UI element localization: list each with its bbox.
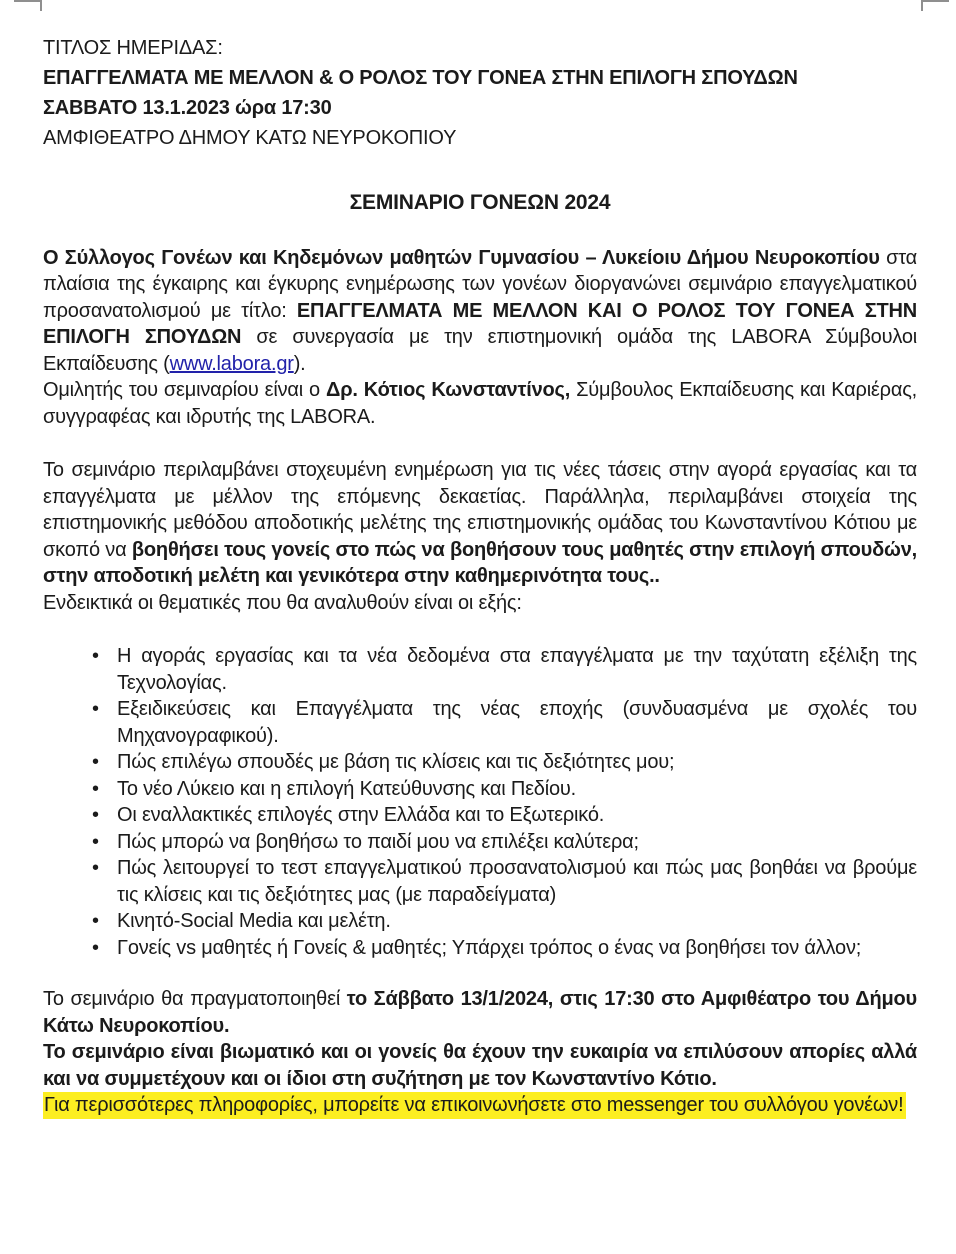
- speaker-paragraph: [43, 377, 917, 430]
- topic-item: • Πώς επιλέγω σπουδές με βάση τις κλίσεις και τις δεξιότητες μου;: [43, 749, 917, 776]
- topic-item: • Η αγοράς εργασίας και τα νέα δεδομένα στα επαγγέλματα με την ταχύτατη εξέλιξη της Τεχνολογίας.: [43, 643, 917, 696]
- closing-when-paragraph: [43, 986, 917, 1039]
- intro-text-2: σε συνεργασία με την επιστημονική ομάδα της LABORA Σύμβουλοι Εκπαίδευσης (: [43, 326, 918, 375]
- closing-contact-paragraph: [43, 1092, 917, 1119]
- closing-when-text: Το σεμινάριο θα πραγματοποιηθεί: [43, 988, 347, 1010]
- organizer-name: Ο Σύλλογος Γονέων και Κηδεμόνων μαθητών Γυμνασίου – Λυκείοιυ Δήμου Νευροκοπίου: [43, 246, 880, 269]
- header-venue-line: ΑΜΦΙΘΕΑΤΡΟ ΔΗΜΟΥ ΚΑΤΩ ΝΕΥΡΟΚΟΠΙΟΥ: [43, 127, 457, 149]
- closing-experiential-paragraph: Το σεμινάριο είναι βιωματικό και οι γονείς θα έχουν την ευκαιρία να επιλύσουν απορίες αλλά και να συμμετέχουν και οι ίδιοι στη συζήτηση με τον Κωνσταντίνο Κότιο.: [43, 1041, 917, 1090]
- labora-website-link[interactable]: www.labora.gr: [169, 352, 294, 375]
- contact-highlight: Για περισσότερες πληροφορίες, μπορείτε να επικοινωνήσετε στο messenger του συλλόγου γονέων!: [43, 1092, 906, 1119]
- intro-paragraph: [43, 245, 917, 378]
- seminar-title: ΣΕΜΙΝΑΡΙΟ ΓΟΝΕΩΝ 2024: [349, 191, 611, 214]
- description-block: [43, 457, 917, 590]
- seminar-topic-title: ΕΠΑΓΓΕΛΜΑΤΑ ΜΕ ΜΕΛΛΟΝ ΚΑΙ Ο ΡΟΛΟΣ ΤΟΥ ΓΟΝΕΑ ΣΤΗΝ ΕΠΙΛΟΓΗ ΣΠΟΥΔΩΝ: [43, 299, 918, 348]
- intro-text-1: στα πλαίσια της έγκαιρης και έγκυρης ενημέρωσης των γονέων διοργανώνει σεμινάριο επαγγελματικού προσανατολισμού με τίτλο:: [43, 246, 918, 322]
- topic-item: • Γονείς vs μαθητές ή Γονείς & μαθητές; Υπάρχει τρόπος ο ένας να βοηθήσει τον άλλον;: [43, 935, 917, 962]
- closing-when-details: το Σάββατο 13/1/2024, στις 17:30 στο Αμφιθέατρο του Δήμου Κάτω Νευροκοπίου.: [43, 988, 917, 1037]
- topic-item: • Το νέο Λύκειο και η επιλογή Κατεύθυνσης και Πεδίου.: [43, 776, 917, 803]
- speaker-text-2: Σύμβουλος Εκπαίδευσης και Καριέρας, συγγραφέας και ιδρυτής της LABORA.: [43, 379, 917, 428]
- intro-block: [43, 245, 917, 431]
- closing-block: [43, 986, 917, 1119]
- document-header: [43, 33, 917, 153]
- description-goal: βοηθήσει τους γονείς στο πώς να βοηθήσουν τους μαθητές στην επιλογή σπουδών, στην αποδοτική μελέτη και γενικότερα στην καθημερινότητα τους..: [43, 538, 917, 587]
- page-corner-mark-right: [921, 0, 949, 11]
- speaker-text-1: Ομιλητής του σεμιναρίου είναι ο: [43, 379, 327, 401]
- header-date-line: ΣΑΒΒΑΤΟ 13.1.2023 ώρα 17:30: [43, 97, 332, 119]
- speaker-name: Δρ. Κότιος Κωνσταντίνος,: [326, 379, 571, 401]
- topic-item: • Εξειδικεύσεις και Επαγγέλματα της νέας εποχής (συνδυασμένα με σχολές του Μηχανογραφικού).: [43, 696, 917, 749]
- topic-item: • Πώς λειτουργεί το τεστ επαγγελματικού προσανατολισμού και πώς μας βοηθάει να βρούμε τις κλίσεις και τις δεξιότητες μας (με παραδείγματα): [43, 855, 917, 908]
- header-title-label: ΤΙΤΛΟΣ ΗΜΕΡΙΔΑΣ:: [43, 37, 223, 59]
- intro-text-3: ).: [293, 352, 306, 375]
- topics-intro: Ενδεικτικά οι θεματικές που θα αναλυθούν είναι οι εξής:: [43, 591, 522, 614]
- topic-item: • Κινητό-Social Media και μελέτη.: [43, 908, 917, 935]
- topics-list: [43, 643, 917, 961]
- header-event-title: ΕΠΑΓΓΕΛΜΑΤΑ ΜΕ ΜΕΛΛΟΝ & Ο ΡΟΛΟΣ ΤΟΥ ΓΟΝΕΑ ΣΤΗΝ ΕΠΙΛΟΓΗ ΣΠΟΥΔΩΝ: [43, 67, 798, 89]
- topic-item: • Πώς μπορώ να βοηθήσω το παιδί μου να επιλέξει καλύτερα;: [43, 829, 917, 856]
- topic-item: • Οι εναλλακτικές επιλογές στην Ελλάδα και το Εξωτερικό.: [43, 802, 917, 829]
- description-paragraph: [43, 457, 917, 590]
- description-text: Το σεμινάριο περιλαμβάνει στοχευμένη ενημέρωση για τις νέες τάσεις στην αγορά εργασίας και τα επαγγέλματα με μέλλον της επόμενης δεκαετίας. Παράλληλα, περιλαμβάνει στοιχεία της επιστημονικής μεθόδου αποδοτικής μελέτης της επιστημονικής ομάδας του Κωνσταντίνου Κότιου με σκοπό να: [43, 459, 917, 561]
- page-corner-mark-left: [14, 0, 42, 11]
